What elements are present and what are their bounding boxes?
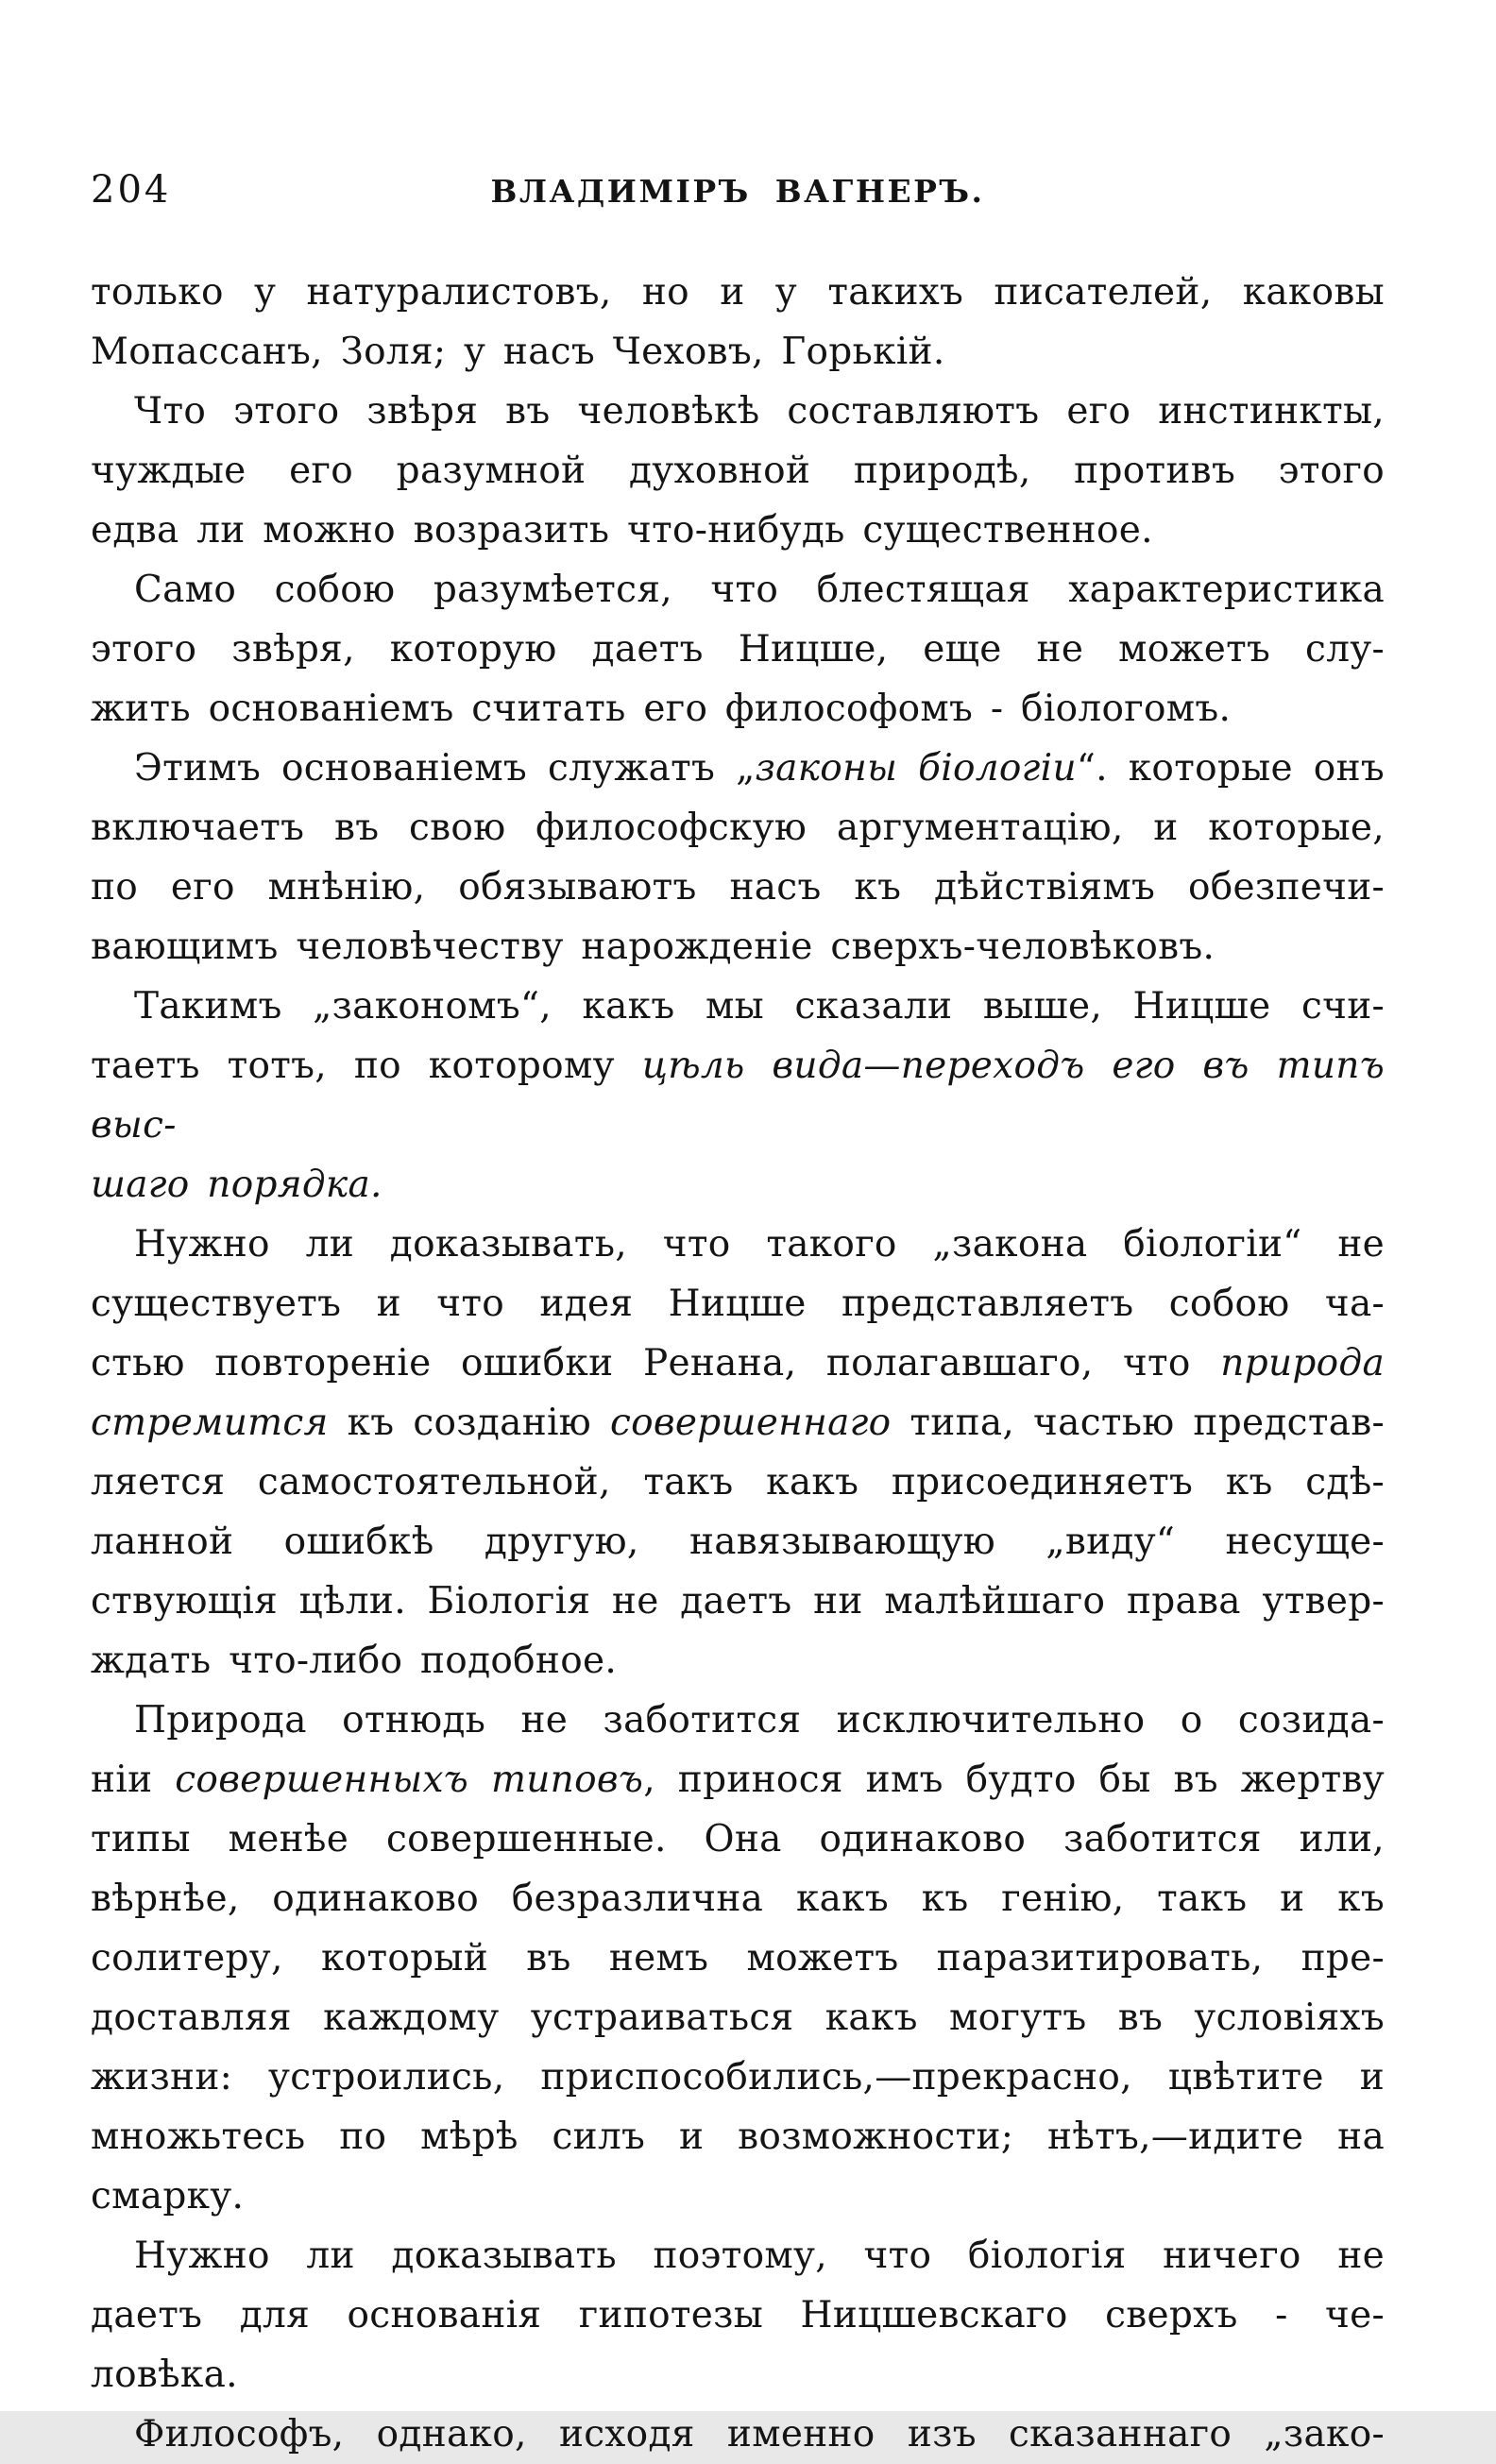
italic-text-segment: законы біологіи <box>755 747 1077 790</box>
text-line <box>91 1750 1385 1810</box>
text-line <box>91 441 1385 501</box>
text-segment: смарку. <box>91 2175 245 2218</box>
text-segment: солитеру, который въ немъ можетъ паразитировать, пре- <box>91 1937 1385 1980</box>
text-segment: жить основаніемъ считать его философомъ - біологомъ. <box>91 688 1232 730</box>
text-line <box>91 2107 1385 2167</box>
italic-text-segment: природа <box>1220 1342 1385 1385</box>
text-segment: ждать что-либо подобное. <box>91 1640 618 1682</box>
text-line <box>91 1215 1385 1274</box>
text-line <box>91 739 1385 798</box>
italic-text-segment: совершенныхъ типовъ <box>175 1759 644 1801</box>
text-line <box>91 322 1385 382</box>
text-line <box>91 2345 1385 2405</box>
text-segment: къ созданію <box>328 1402 610 1444</box>
text-line <box>91 1155 1385 1215</box>
text-line <box>91 1393 1385 1453</box>
text-segment: существуетъ и что идея Ницше представляетъ собою ча- <box>91 1283 1385 1325</box>
text-line <box>91 1036 1385 1155</box>
text-segment: Природа отнюдь не заботится исключительно о созида- <box>134 1699 1385 1742</box>
text-segment: стью повтореніе ошибки Ренана, полагавшаго, что <box>91 1342 1221 1385</box>
text-segment: ляется самостоятельной, такъ какъ присоединяетъ къ сдѣ- <box>91 1461 1385 1504</box>
italic-text-segment: шаго порядка. <box>91 1164 382 1206</box>
text-line <box>91 1869 1385 1929</box>
text-segment: чуждые его разумной духовной природѣ, противъ этого <box>91 450 1385 492</box>
italic-text-segment: стремится <box>91 1402 329 1444</box>
page-header <box>91 168 1385 212</box>
text-line <box>91 382 1385 441</box>
text-line <box>91 1691 1385 1750</box>
page-number: 204 <box>91 168 172 212</box>
text-line <box>91 798 1385 858</box>
text-segment: Нужно ли доказывать, что такого „закона біологіи“ не <box>134 1223 1385 1266</box>
text-segment: вѣрнѣе, одинаково безразлична какъ къ генію, такъ и къ <box>91 1878 1385 1920</box>
text-line <box>91 501 1385 560</box>
page-body <box>91 263 1385 2464</box>
text-segment: типа, частью представ- <box>891 1402 1385 1444</box>
text-segment: Само собою разумѣется, что блестящая характеристика <box>134 569 1385 611</box>
text-segment: Мопассанъ, Золя; у насъ Чеховъ, Горькій. <box>91 331 945 373</box>
text-segment: Такимъ „закономъ“, какъ мы сказали выше, Ницше счи- <box>134 985 1385 1028</box>
text-segment: этого звѣря, которую даетъ Ницше, еще не можетъ слу- <box>91 628 1385 671</box>
text-line <box>91 560 1385 620</box>
text-segment: ніи <box>91 1759 176 1801</box>
text-segment: жизни: устроились, приспособились,—прекрасно, цвѣтите и <box>91 2056 1385 2099</box>
text-segment: едва ли можно возразить что-нибудь существенное. <box>91 509 1153 552</box>
text-segment: включаетъ въ свою философскую аргументацію, и которые, <box>91 807 1385 849</box>
text-line <box>91 858 1385 917</box>
text-segment: множьтесь по мѣрѣ силъ и возможности; нѣтъ,—идите на <box>91 2116 1385 2158</box>
text-line <box>91 1929 1385 1988</box>
text-segment: Этимъ основаніемъ служатъ „ <box>134 747 756 790</box>
italic-text-segment: цѣль вида—переходъ его въ типъ выс- <box>91 1045 1385 1147</box>
text-segment: ланной ошибкѣ другую, навязывающую „виду“ несуще- <box>91 1521 1385 1563</box>
text-segment: Что этого звѣря въ человѣкѣ составляютъ его инстинкты, <box>134 390 1385 433</box>
text-segment: ствующія цѣли. Біологія не даетъ ни малѣйшаго права утвер- <box>91 1580 1385 1623</box>
text-segment: “. которые онъ <box>1076 747 1385 790</box>
text-line <box>91 917 1385 977</box>
text-line <box>91 977 1385 1036</box>
text-segment: только у натуралистовъ, но и у такихъ писателей, каковы <box>91 271 1385 314</box>
text-line <box>91 2048 1385 2107</box>
text-line <box>91 1988 1385 2048</box>
text-segment: вающимъ человѣчеству нарожденіе сверхъ-человѣковъ. <box>91 926 1216 968</box>
text-segment: типы менѣе совершенные. Она одинаково заботится или, <box>91 1818 1385 1861</box>
text-line <box>91 1810 1385 1869</box>
text-line <box>91 2226 1385 2286</box>
text-line <box>91 1453 1385 1512</box>
text-segment: таетъ тотъ, по которому <box>91 1045 642 1087</box>
text-line <box>91 679 1385 739</box>
text-line <box>91 1572 1385 1631</box>
text-line <box>91 1334 1385 1393</box>
text-segment: Нужно ли доказывать поэтому, что біологія ничего не <box>134 2235 1385 2277</box>
text-segment: доставляя каждому устраиваться какъ могутъ въ условіяхъ <box>91 1997 1385 2039</box>
text-segment: ловѣка. <box>91 2354 238 2396</box>
text-line <box>91 2405 1385 2464</box>
text-line <box>91 1631 1385 1691</box>
italic-text-segment: совершеннаго <box>609 1402 892 1444</box>
running-title: ВЛАДИМІРЪ ВАГНЕРЪ. <box>490 173 985 210</box>
text-segment: даетъ для основанія гипотезы Ницшевскаго сверхъ - че- <box>91 2294 1385 2337</box>
text-line <box>91 263 1385 322</box>
text-segment: , принося имъ будто бы въ жертву <box>643 1759 1385 1801</box>
text-line <box>91 1274 1385 1334</box>
text-line <box>91 620 1385 679</box>
text-segment: по его мнѣнію, обязываютъ насъ къ дѣйствіямъ обезпечи- <box>91 866 1385 909</box>
text-line <box>91 2286 1385 2345</box>
text-line <box>91 2167 1385 2226</box>
text-segment: Философъ, однако, исходя именно изъ сказаннаго „зако- <box>134 2413 1385 2456</box>
text-line <box>91 1512 1385 1572</box>
